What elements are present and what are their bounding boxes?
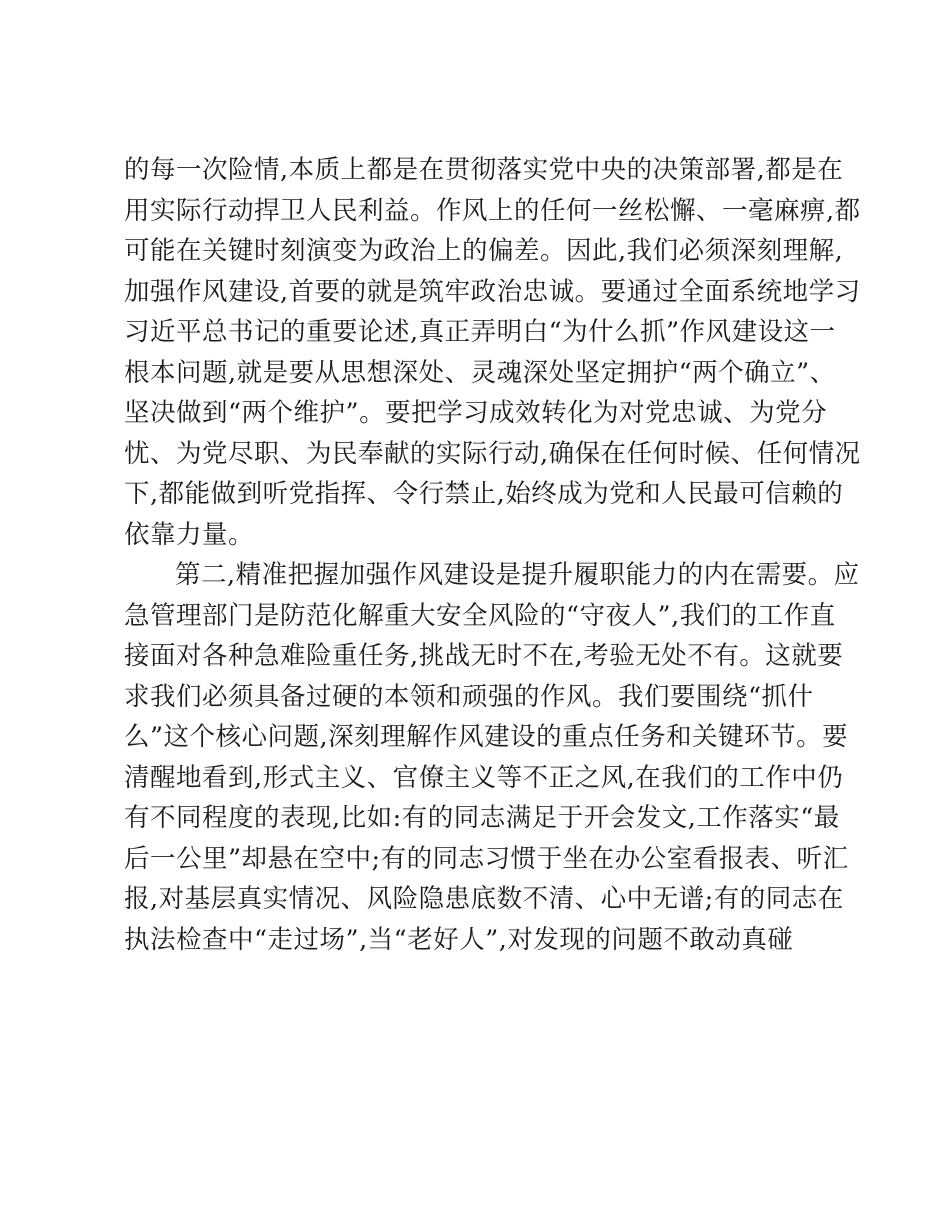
text-line: 习近平总书记的重要论述,真正弄明白“为什么抓”作风建设这一: [124, 317, 836, 347]
body-text: [124, 150, 861, 960]
text-line: 清醒地看到,形式主义、官僚主义等不正之风,在我们的工作中仍: [124, 762, 844, 793]
text-line: 执法检查中“走过场”,当“老好人”,对发现的问题不敢动真碰: [124, 924, 794, 955]
text-line: 依靠力量。: [124, 519, 255, 550]
text-line: 加强作风建设,首要的就是筑牢政治忠诚。要通过全面系统地学习: [124, 276, 861, 307]
text-line: 有不同程度的表现,比如:有的同志满足于开会发文,工作落实“最: [124, 803, 840, 833]
text-line: 接面对各种急难险重任务,挑战无时不在,考验无处不有。这就要: [124, 641, 844, 671]
text-line: 根本问题,就是要从思想深处、灵魂深处坚定拥护“两个确立”、: [124, 357, 836, 388]
text-line: 用实际行动捍卫人民利益。作风上的任何一丝松懈、一毫麻痹,都: [124, 195, 861, 226]
text-line: 忧、为党尽职、为民奉献的实际行动,确保在任何时候、任何情况: [124, 438, 861, 469]
text-line: 的每一次险情,本质上都是在贯彻落实党中央的决策部署,都是在: [124, 155, 844, 185]
paragraph-2: [124, 555, 860, 960]
paragraph-1: [124, 150, 861, 555]
text-line: 求我们必须具备过硬的本领和顽强的作风。我们要围绕“抓什: [124, 681, 814, 712]
text-line: 第二,精准把握加强作风建设是提升履职能力的内在需要。应: [175, 560, 860, 590]
text-line: 报,对基层真实情况、风险隐患底数不清、心中无谱;有的同志在: [124, 884, 844, 914]
text-line: 么”这个核心问题,深刻理解作风建设的重点任务和关键环节。要: [124, 722, 849, 752]
text-line: 急管理部门是防范化解重大安全风险的“守夜人”,我们的工作直: [124, 600, 836, 631]
text-line: 下,都能做到听党指挥、令行禁止,始终成为党和人民最可信赖的: [124, 479, 844, 509]
text-line: 后一公里”却悬在空中;有的同志习惯于坐在办公室看报表、听汇: [124, 843, 849, 874]
text-line: 坚决做到“两个维护”。要把学习成效转化为对党忠诚、为党分: [124, 398, 828, 428]
text-line: 可能在关键时刻演变为政治上的偏差。因此,我们必须深刻理解,: [124, 236, 844, 266]
